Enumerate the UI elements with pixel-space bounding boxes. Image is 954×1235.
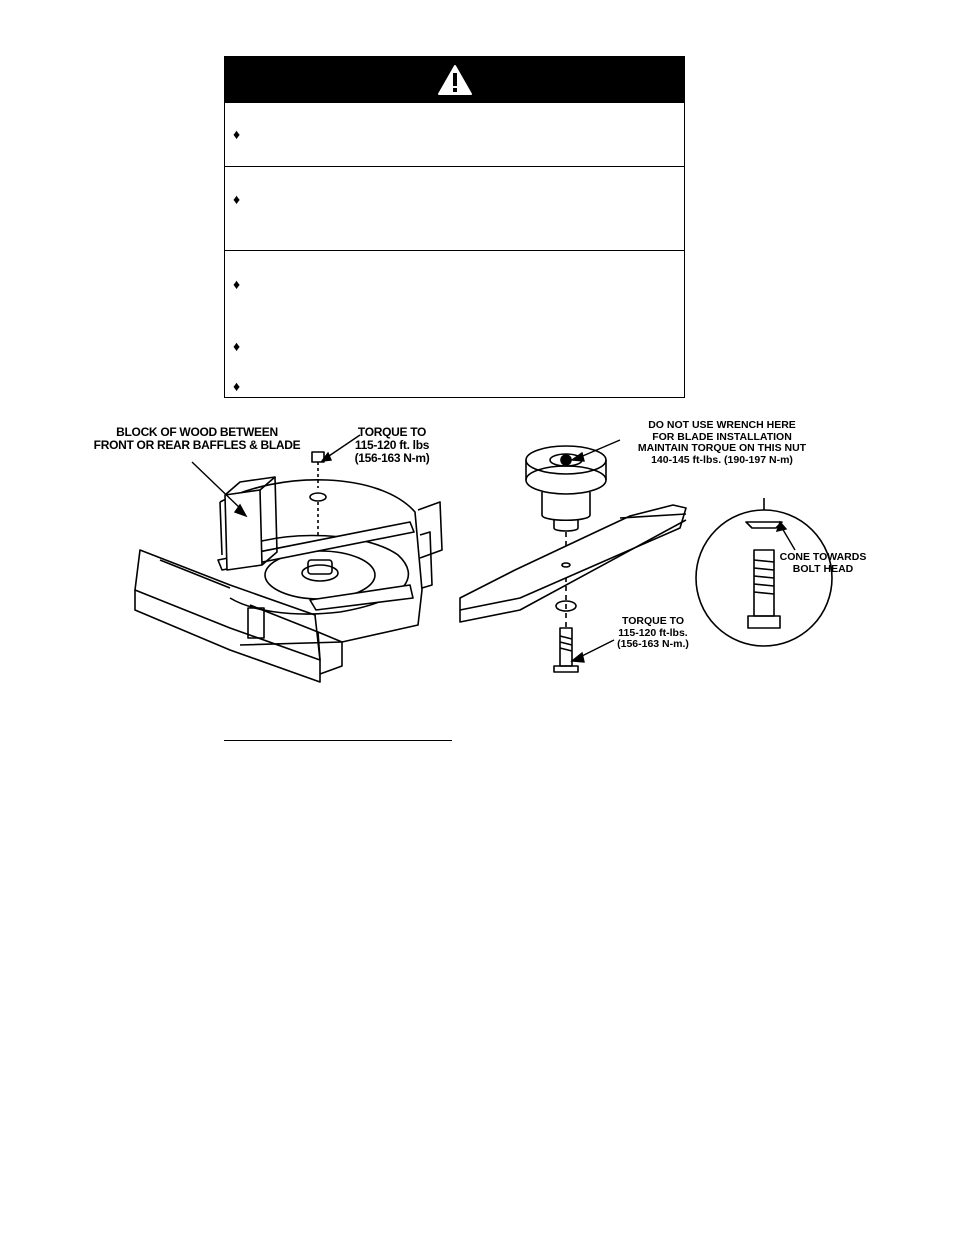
warning-triangle-icon: [437, 64, 473, 96]
wrench-warning-label: DO NOT USE WRENCH HERE FOR BLADE INSTALLATION MAINTAIN TORQUE ON THIS NUT 140-145 ft-lbs. (190-197 N-m): [637, 419, 807, 466]
warning-row-1: [225, 103, 684, 167]
warning-row-3: [225, 251, 684, 397]
wood-block-label: BLOCK OF WOOD BETWEEN FRONT OR REAR BAFFLES & BLADE: [93, 425, 301, 453]
warning-header: [225, 57, 684, 103]
heading-underline: [224, 740, 452, 741]
torque-label-left: TORQUE TO 115-120 ft. lbs (156-163 N-m): [354, 425, 430, 466]
bullet-icon: ♦: [233, 126, 241, 142]
warning-row-2: [225, 167, 684, 251]
torque-label-right: TORQUE TO 115-120 ft-lbs. (156-163 N-m.): [617, 615, 689, 651]
bullet-icon: ♦: [233, 338, 241, 354]
deck-blade-figure: [80, 410, 460, 690]
bullet-icon: ♦: [233, 378, 241, 394]
blade-installation-figure: [450, 410, 900, 690]
warning-box: [224, 56, 685, 398]
bullet-icon: ♦: [233, 276, 241, 292]
cone-label: CONE TOWARDS BOLT HEAD: [779, 551, 867, 575]
bullet-icon: ♦: [233, 191, 241, 207]
